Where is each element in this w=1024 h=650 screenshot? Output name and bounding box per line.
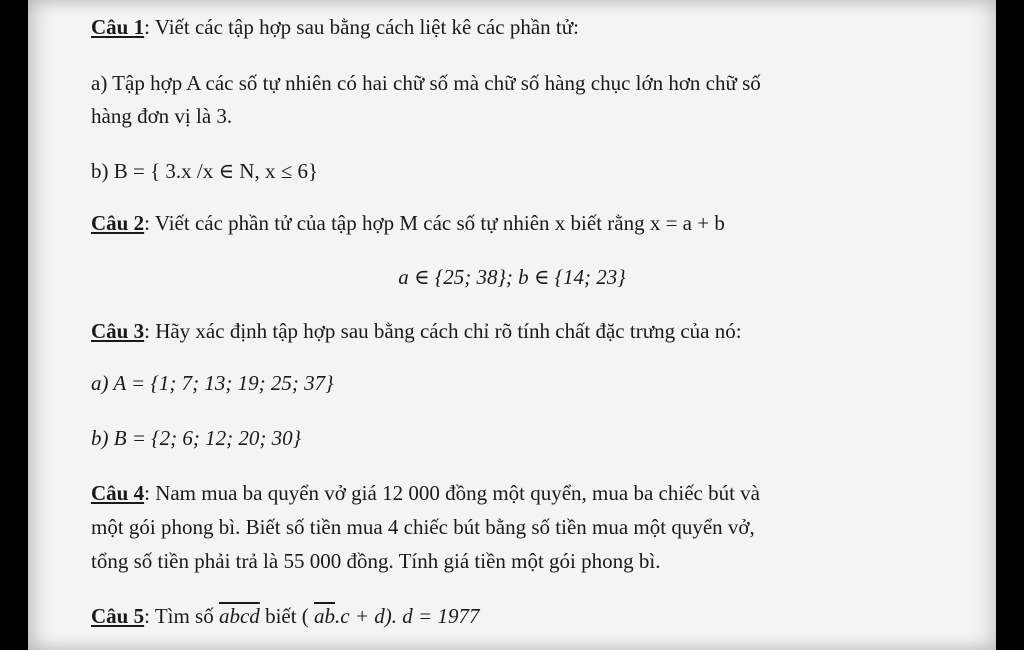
question-5-abcd: abcd <box>218 604 260 628</box>
question-5-heading <box>91 603 479 629</box>
question-5-label: Câu 5 <box>91 604 145 628</box>
question-5-text-after: .c + d). d = 1977 <box>335 604 480 628</box>
question-3-text: : Hãy xác định tập hợp sau bằng cách chỉ rõ tính chất đặc trưng của nó: <box>144 319 742 343</box>
question-2-math: a ∈ {25; 38}; b ∈ {14; 23} <box>398 265 626 289</box>
question-2-label: Câu 2 <box>91 211 145 235</box>
question-5-text-before: : Tìm số <box>144 604 219 628</box>
question-5-text-mid: biết ( <box>259 604 315 628</box>
question-3-heading <box>91 318 742 344</box>
question-1a-line-2: hàng đơn vị là 3. <box>91 104 233 128</box>
question-1-label: Câu 1 <box>91 15 145 39</box>
question-4-label: Câu 4 <box>91 481 145 505</box>
question-5-ab: $\overline{ab}$ <box>314 604 336 628</box>
question-3a: a) A = {1; 7; 13; 19; 25; 37} <box>91 371 334 395</box>
question-1-heading <box>91 14 579 40</box>
question-4-text-1: : Nam mua ba quyển vở giá 12 000 đồng một quyển, mua ba chiếc bút và <box>144 481 760 505</box>
document-page <box>28 0 996 650</box>
question-4-line-1 <box>91 480 760 506</box>
question-1a-line-1: a) Tập hợp A các số tự nhiên có hai chữ số mà chữ số hàng chục lớn hơn chữ số <box>91 71 761 95</box>
question-1-text: : Viết các tập hợp sau bằng cách liệt kê các phần tử: <box>144 15 579 39</box>
question-2-text: : Viết các phần tử của tập hợp M các số tự nhiên x biết rằng x = a + b <box>144 211 725 235</box>
question-3b: b) B = {2; 6; 12; 20; 30} <box>91 426 302 450</box>
question-4-line-3: tổng số tiền phải trả là 55 000 đồng. Tính giá tiền một gói phong bì. <box>91 549 661 573</box>
question-4-line-2: một gói phong bì. Biết số tiền mua 4 chiếc bút bằng số tiền mua một quyển vở, <box>91 515 755 539</box>
question-3-label: Câu 3 <box>91 319 145 343</box>
question-2-heading <box>91 210 725 236</box>
question-1b: b) B = { 3.x /x ∈ N, x ≤ 6} <box>91 159 319 183</box>
